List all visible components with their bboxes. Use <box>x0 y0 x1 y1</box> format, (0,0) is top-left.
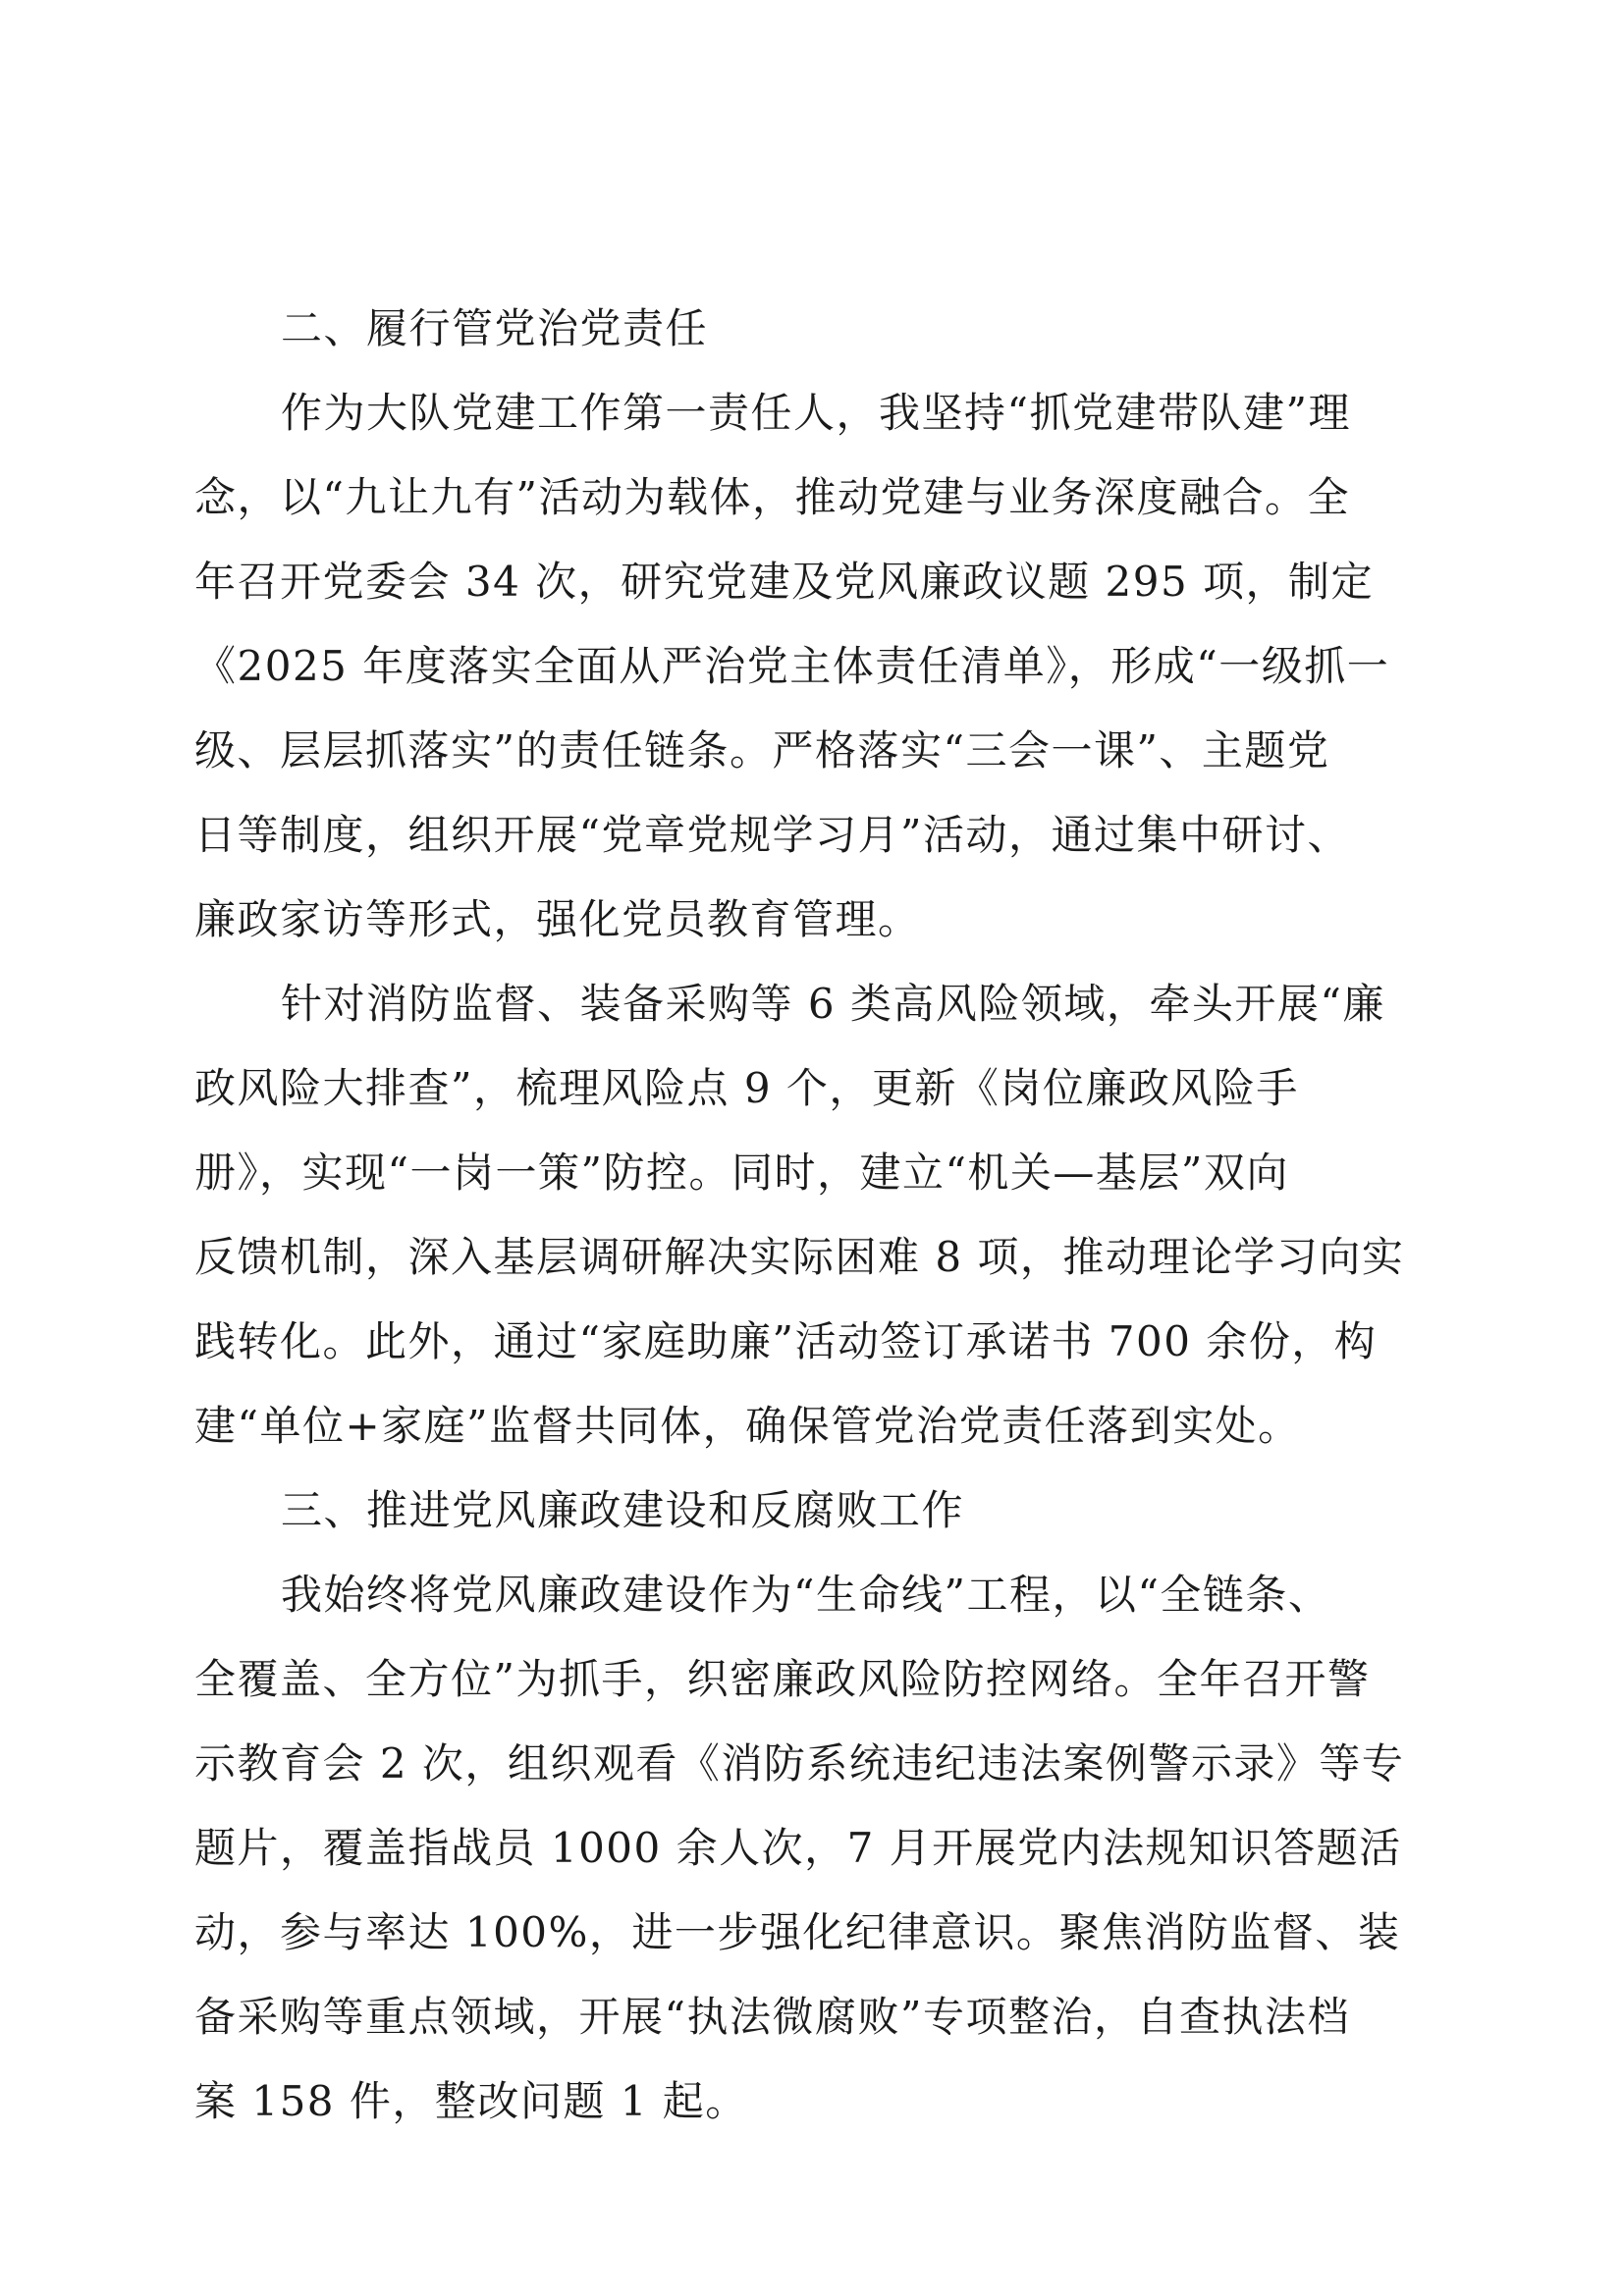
section-heading-2: 二、履行管党治党责任 <box>281 304 709 352</box>
paragraph-line: 政风险大排查”，梳理风险点 9 个，更新《岗位廉政风险手 <box>194 1064 1299 1112</box>
paragraph-line: 建“单位+家庭”监督共同体，确保管党治党责任落到实处。 <box>194 1402 1301 1450</box>
paragraph-line: 全覆盖、全方位”为抓手，织密廉政风险防控网络。全年召开警 <box>194 1655 1371 1703</box>
paragraph-line: 作为大队党建工作第一责任人，我坚持“抓党建带队建”理 <box>281 389 1351 437</box>
paragraph-line: 备采购等重点领域，开展“执法微腐败”专项整治，自查执法档 <box>194 1993 1350 2041</box>
paragraph-line: 践转化。此外，通过“家庭助廉”活动签订承诺书 700 余份，构 <box>194 1317 1378 1365</box>
paragraph-line: 题片，覆盖指战员 1000 余人次，7 月开展党内法规知识答题活 <box>194 1824 1402 1872</box>
paragraph-line: 册》，实现“一岗一策”防控。同时，建立“机关—基层”双向 <box>194 1148 1289 1197</box>
paragraph-line: 案 158 件，整改问题 1 起。 <box>194 2077 748 2125</box>
paragraph-line: 针对消防监督、装备采购等 6 类高风险领域，牵头开展“廉 <box>281 980 1385 1028</box>
paragraph-line: 念，以“九让九有”活动为载体，推动党建与业务深度融合。全 <box>194 473 1350 521</box>
paragraph-line: 动，参与率达 100%，进一步强化纪律意识。聚焦消防监督、装 <box>194 1908 1401 1956</box>
paragraph-line: 日等制度，组织开展“党章党规学习月”活动，通过集中研讨、 <box>194 811 1350 859</box>
paragraph-line: 年召开党委会 34 次，研究党建及党风廉政议题 295 项，制定 <box>194 558 1375 606</box>
paragraph-line: 示教育会 2 次，组织观看《消防系统违纪违法案例警示录》等专 <box>194 1739 1405 1788</box>
section-heading-3: 三、推进党风廉政建设和反腐败工作 <box>281 1486 965 1534</box>
paragraph-line: 反馈机制，深入基层调研解决实际困难 8 项，推动理论学习向实 <box>194 1233 1405 1281</box>
document-body <box>194 287 1434 2144</box>
paragraph-line: 《2025 年度落实全面从严治党主体责任清单》，形成“一级抓一 <box>194 642 1390 690</box>
paragraph-line: 廉政家访等形式，强化党员教育管理。 <box>194 895 921 943</box>
paragraph-line: 级、层层抓落实”的责任链条。严格落实“三会一课”、主题党 <box>194 726 1330 774</box>
paragraph-line: 我始终将党风廉政建设作为“生命线”工程，以“全链条、 <box>281 1571 1331 1619</box>
